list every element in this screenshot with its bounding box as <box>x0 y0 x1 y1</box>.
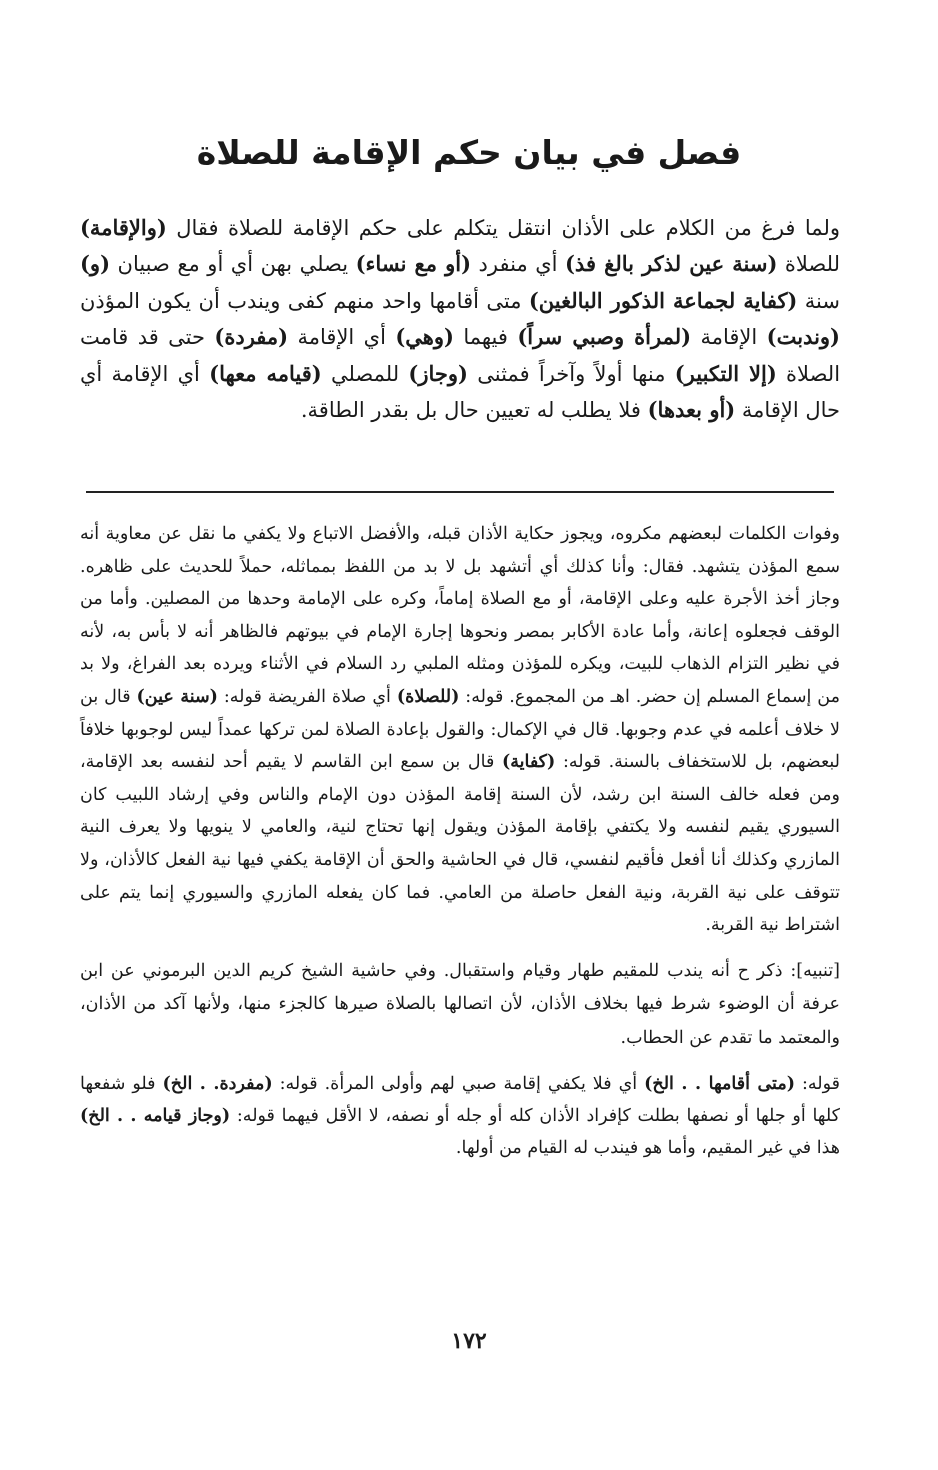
footnote-bold-term: (مفردة. . الخ) <box>162 1074 273 1095</box>
footnote-text: قال بن سمع ابن القاسم لا يقيم أحد لنفسه بعد الإقامة، ومن فعله خالف السنة ابن رشد، لأن السنة إقامة المؤذن دون الإمام والناس وفي إرشاد اللبيب كان السيوري يقيم لنفسه ولا يكتفي بإقامة المؤذن ويقول إنها تحتاج لنية، والعامي لا ينويها ولا يعرف النية المازري وكذلك أنا أفعل فأقيم لنفسي، قال في الحاشية والحق أن الإقامة يكفي فيها نية الفعل كالأذان، ولا تتوقف على نية القربة، ونية الفعل حاصلة من العامي. فما كان يفعله المازري والسيوري إنما يتم على اشتراط نية القربة. <box>80 752 840 936</box>
footnote-bold-term: (متى أقامها . . الخ) <box>644 1074 795 1095</box>
main-text-bold-term: (وهي) <box>395 324 454 350</box>
main-text-segment: فيهما <box>453 325 518 350</box>
footnote-text: أي صلاة الفريضة قوله: <box>217 686 397 707</box>
main-text-bold-term: (وجاز) <box>408 360 468 386</box>
main-text-segment: ولما فرغ من الكلام على الأذان انتقل يتكلم على حكم الإقامة للصلاة فقال <box>166 216 840 240</box>
main-text-bold-term: (أو مع نساء) <box>355 251 472 277</box>
footnote-bold-term: (وجاز قيامه . . الخ) <box>80 1106 231 1127</box>
main-text-bold-term: (قيامه معها) <box>209 360 322 386</box>
footnote-text: أي فلا يكفي إقامة صبي لهم وأولى المرأة. قوله: <box>272 1074 645 1095</box>
footnote-paragraph <box>80 518 840 942</box>
chapter-title: فصل في بيان حكم الإقامة للصلاة <box>196 133 742 172</box>
main-text-bold-term: (إلا التكبير) <box>674 360 777 386</box>
footnote-text: قوله: <box>795 1074 840 1095</box>
footnotes <box>80 518 840 1177</box>
main-text-segment: متى أقامها واحد منهم كفى ويندب أن يكون المؤذن <box>80 288 529 313</box>
footnote-bold-term: (سنة عين) <box>136 686 218 707</box>
main-text-bold-term: (سنة عين لذكر بالغ فذ) <box>565 251 778 277</box>
footnote-text: هذا في غير المقيم، وأما هو فيندب له القيام من أولها. <box>455 1138 840 1159</box>
main-text-bold-term: (أو بعدها) <box>647 397 736 423</box>
main-paragraph <box>80 210 840 428</box>
footnote-text: فلو شفعها كلها أو جلها أو نصفها بطلت كإفراد الأذان كله أو جله أو نصفه، لا الأقل فيهما قوله: <box>80 1074 840 1127</box>
main-text-bold-term: (وندبت) <box>766 324 840 350</box>
footnote-paragraph <box>80 1068 840 1164</box>
main-text-bold-term: (و) <box>80 251 111 277</box>
main-text-segment: أي الإقامة <box>288 325 396 350</box>
main-text-segment: أي منفرد <box>471 252 565 277</box>
main-text-segment: الإقامة <box>691 325 767 350</box>
main-text-segment: للصلاة <box>777 252 840 277</box>
main-text-bold-term: (كفاية لجماعة الذكور البالغين) <box>528 287 798 313</box>
footnote-bold-term: (كفاية) <box>501 752 556 773</box>
main-text-segment: فلا يطلب له تعيين حال بل بقدر الطاقة. <box>300 398 648 423</box>
main-text-bold-term: (والإقامة) <box>80 215 167 240</box>
main-text-segment: حتى قد قامت الصلاة <box>80 325 841 386</box>
footnote-paragraph-tanbih <box>80 955 840 1056</box>
footnote-separator <box>86 491 834 493</box>
main-text-bold-term: (مفردة) <box>214 324 289 350</box>
footnote-text: قال بن لا خلاف أعلمه في عدم وجوبها. قال في الإكمال: والقول بإعادة الصلاة لمن تركها عمداً ليس لوجوبها خلافاً لبعضهم، بل للاستخفاف بالسنة. قوله: <box>80 686 840 773</box>
main-text-segment: منها أولاً وآخراً فمثنى <box>467 361 675 386</box>
main-text-segment: يصلي بهن أي أو مع صبيان <box>110 252 356 277</box>
page-number: ١٧٢ <box>451 1328 487 1354</box>
main-text-segment: للمصلي <box>321 361 409 386</box>
main-text-segment: أي الإقامة أي حال الإقامة <box>80 361 840 423</box>
footnote-text: وفوات الكلمات لبعضهم مكروه، ويجوز حكاية الأذان قبله، والأفضل الاتباع ولا يكفي ما نقل عن معاوية أنه سمع المؤذن يتشهد. فقال: وأنا كذلك أي أتشهد بل لا بد من اللفظ بمماثله، حملاً للحديث على ظاهره. وجاز أخذ الأجرة عليه وعلى الإقامة، أو مع الصلاة إماماً، وكره على الإمامة وحدها من المصلين. وأما من الوقف فجعلوه إعانة، وأما عادة الأكابر بمصر ونحوها إجارة الإمام في بيوتهم فالظاهر أنه لا بأس به، لأنه في نظير التزام الذهاب للبيت، ويكره للمؤذن ومثله الملبي رد السلام في الأثناء ويرده بعد الفراغ، ولا بد من إسماع المسلم إن حضر. اهـ من المجموع. قوله: <box>80 524 841 707</box>
footnote-bold-term: (للصلاة) <box>396 686 460 707</box>
main-text-segment: سنة <box>797 288 840 313</box>
main-text-bold-term: (لمرأة وصبي سراً) <box>517 324 692 350</box>
footnote-text: [تنبيه]: ذكر ح أنه يندب للمقيم طهار وقيام واستقبال. وفي حاشية الشيخ كريم الدين البرموني عن ابن عرفة أن الوضوء شرط فيها بخلاف الأذان، لأن اتصالها بالصلاة صيرها كالجزء منها، ولأنها آكد من الأذان، والمعتمد ما تقدم عن الحطاب. <box>80 960 840 1048</box>
